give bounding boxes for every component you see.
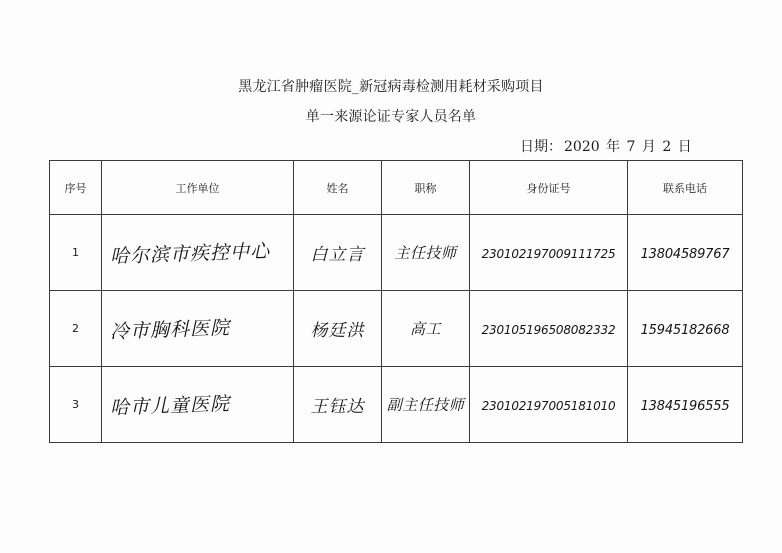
header-phone: 联系电话 xyxy=(628,161,743,215)
row-name: 白立言 xyxy=(310,245,365,265)
date-line xyxy=(520,136,694,156)
table-header-row xyxy=(50,161,743,215)
expert-roster-table xyxy=(49,160,743,443)
row-seq: 2 xyxy=(50,291,102,367)
row-id-number: 230102197005181010 xyxy=(481,399,616,413)
header-title: 职称 xyxy=(382,161,470,215)
date-day-unit: 日 xyxy=(677,139,692,155)
date-year-unit: 年 xyxy=(606,139,621,155)
row-name: 王钰达 xyxy=(310,397,365,417)
header-id-number: 身份证号 xyxy=(470,161,628,215)
row-phone: 13804589767 xyxy=(640,247,730,262)
row-seq: 3 xyxy=(50,367,102,443)
row-unit: 冷市胸科医院 xyxy=(109,316,231,344)
table-row xyxy=(50,367,743,443)
date-label: 日期： xyxy=(520,139,562,155)
header-name: 姓名 xyxy=(294,161,382,215)
date-month: 7 xyxy=(626,139,636,155)
row-id-number: 230102197009111725 xyxy=(481,247,616,261)
header-seq: 序号 xyxy=(50,161,102,215)
date-year: 2020 xyxy=(564,139,600,155)
document-title: 黑龙江省肿瘤医院_新冠病毒检测用耗材采购项目 xyxy=(238,79,544,95)
date-day: 2 xyxy=(662,139,672,155)
header-unit: 工作单位 xyxy=(102,161,294,215)
row-unit: 哈市儿童医院 xyxy=(109,392,231,420)
row-name: 杨廷洪 xyxy=(310,321,365,341)
row-title: 主任技师 xyxy=(394,244,457,262)
row-id-number: 230105196508082332 xyxy=(481,323,616,337)
row-phone: 13845196555 xyxy=(640,399,730,414)
row-unit: 哈尔滨市疾控中心 xyxy=(109,240,271,268)
row-phone: 15945182668 xyxy=(640,323,730,338)
document-subtitle: 单一来源论证专家人员名单 xyxy=(305,109,477,125)
row-seq: 1 xyxy=(50,215,102,291)
table-row xyxy=(50,215,743,291)
row-title: 高工 xyxy=(409,320,441,338)
date-month-unit: 月 xyxy=(641,139,656,155)
table-row xyxy=(50,291,743,367)
row-title: 副主任技师 xyxy=(386,396,465,414)
